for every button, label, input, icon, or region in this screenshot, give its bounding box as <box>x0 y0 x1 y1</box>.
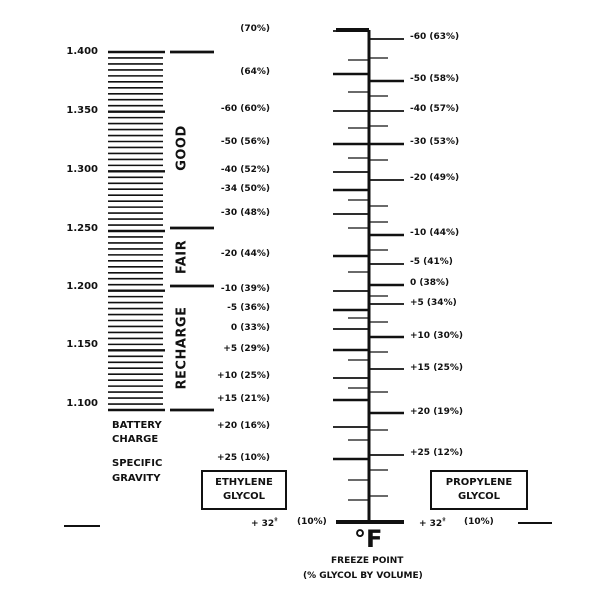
ethylene-label: +5 (29%) <box>223 344 270 354</box>
propylene-label: +15 (25%) <box>410 363 463 373</box>
zone-recharge-label: RECHARGE <box>174 306 190 390</box>
ethylene-label: +20 (16%) <box>217 421 270 431</box>
ethylene-bottom-percent: (10%) <box>297 517 327 527</box>
sg-tick-1100: 1.100 <box>66 398 98 409</box>
propylene-box-line2: GLYCOL <box>457 491 501 502</box>
ethylene-label: -30 (48%) <box>220 208 270 218</box>
ethylene-label: -5 (36%) <box>227 303 270 313</box>
propylene-label: 0 (38%) <box>410 278 450 288</box>
propylene-label: -50 (58%) <box>410 74 460 84</box>
propylene-label: +10 (30%) <box>410 331 463 341</box>
fahrenheit-unit: °F <box>354 525 383 553</box>
ethylene-label: +15 (21%) <box>217 394 270 404</box>
ethylene-label: +10 (25%) <box>217 371 270 381</box>
battery-caption-line1: BATTERY <box>112 420 162 431</box>
ethylene-label: (70%) <box>240 24 270 34</box>
ethylene-label: -50 (56%) <box>220 137 270 147</box>
propylene-label: +20 (19%) <box>410 407 463 417</box>
degree-mark: º <box>442 517 446 524</box>
propylene-label: -40 (57%) <box>410 104 460 114</box>
sg-tick-1150: 1.150 <box>66 339 98 350</box>
propylene-glycol-box <box>430 470 528 510</box>
propylene-label: +25 (12%) <box>410 448 463 458</box>
ethylene-box-line1: ETHYLENE <box>215 477 273 488</box>
ethylene-bottom-value <box>251 518 278 529</box>
propylene-bottom-temp: + 32 <box>419 519 443 529</box>
sg-tick-1350: 1.350 <box>66 105 98 116</box>
sg-tick-1300: 1.300 <box>66 164 98 175</box>
ethylene-box-line2: GLYCOL <box>222 491 266 502</box>
propylene-label: +5 (34%) <box>410 298 457 308</box>
propylene-label: -5 (41%) <box>410 257 453 267</box>
ethylene-bottom-temp: + 32 <box>251 519 275 529</box>
battery-caption-line4: GRAVITY <box>112 473 161 484</box>
ethylene-label: -34 (50%) <box>220 184 270 194</box>
propylene-label: -60 (63%) <box>410 32 460 42</box>
sg-tick-1250: 1.250 <box>66 223 98 234</box>
propylene-label: -20 (49%) <box>410 173 460 183</box>
ethylene-label: -10 (39%) <box>220 284 270 294</box>
zone-fair-label: FAIR <box>174 239 190 275</box>
ethylene-label: -20 (44%) <box>220 249 270 259</box>
sg-tick-1400: 1.400 <box>66 46 98 57</box>
propylene-label: -30 (53%) <box>410 137 460 147</box>
ethylene-label: -40 (52%) <box>220 165 270 175</box>
ethylene-label: (64%) <box>240 67 270 77</box>
battery-caption-line2: CHARGE <box>112 434 159 445</box>
propylene-label: -10 (44%) <box>410 228 460 238</box>
degree-mark: º <box>274 517 278 524</box>
glycol-volume-caption: (% GLYCOL BY VOLUME) <box>303 571 423 581</box>
propylene-box-line1: PROPYLENE <box>445 477 513 488</box>
freeze-point-caption: FREEZE POINT <box>331 556 404 566</box>
battery-caption-line3: SPECIFIC <box>112 458 163 469</box>
zone-good-label: GOOD <box>174 125 190 171</box>
ethylene-label: +25 (10%) <box>217 453 270 463</box>
propylene-bottom-value <box>419 518 446 529</box>
ethylene-glycol-box <box>201 470 287 510</box>
ethylene-label: 0 (33%) <box>230 323 270 333</box>
ethylene-label: -60 (60%) <box>220 104 270 114</box>
sg-tick-1200: 1.200 <box>66 281 98 292</box>
propylene-bottom-percent: (10%) <box>464 517 494 527</box>
